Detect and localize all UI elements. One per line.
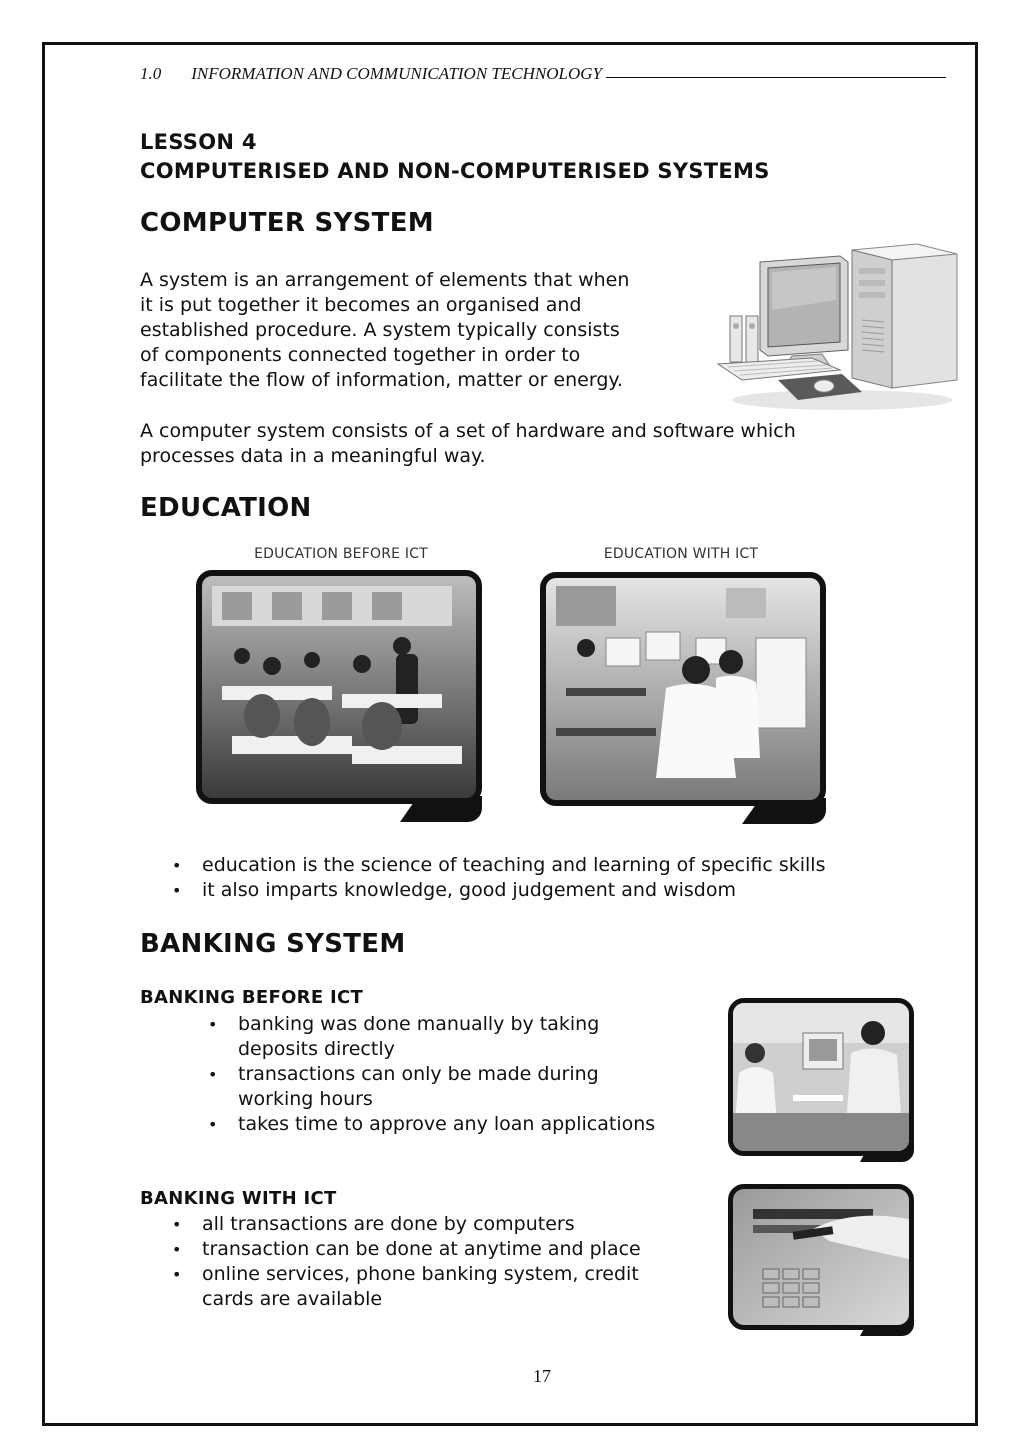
desktop-computer-illustration [712, 240, 962, 412]
list-item: • education is the science of teaching and learning of specific skills [202, 853, 922, 878]
list-item-line: • transaction can be done at anytime and place [202, 1238, 641, 1260]
list-item [238, 1062, 708, 1112]
section-title: INFORMATION AND COMMUNICATION TECHNOLOGY [191, 64, 602, 83]
banking-before-ict-heading: BANKING BEFORE ICT [140, 987, 364, 1008]
computer-system-paragraph-1 [140, 268, 700, 393]
computer-system-paragraph-2 [140, 419, 900, 469]
education-heading: EDUCATION [140, 493, 312, 523]
paragraph-line: A computer system consists of a set of hardware and software which [140, 420, 796, 442]
lesson-heading [140, 128, 770, 186]
paragraph-line: it is put together it becomes an organised and [140, 294, 582, 316]
banking-system-heading: BANKING SYSTEM [140, 929, 406, 959]
list-item-line: • takes time to approve any loan applications [238, 1113, 656, 1135]
list-item-line: deposits directly [238, 1038, 395, 1060]
list-item [238, 1112, 708, 1137]
list-item [202, 1237, 702, 1262]
education-bullet-list [202, 853, 922, 903]
list-item [238, 1012, 708, 1062]
paragraph-line: A system is an arrangement of elements that when [140, 269, 630, 291]
computer-system-heading: COMPUTER SYSTEM [140, 208, 434, 238]
list-item-line: • all transactions are done by computers [202, 1213, 575, 1235]
list-item [202, 1262, 702, 1312]
list-item-line: • transactions can only be made during [238, 1063, 599, 1085]
paragraph-line: facilitate the flow of information, matter or energy. [140, 369, 623, 391]
running-header [140, 62, 946, 86]
list-item-line: • online services, phone banking system, credit [202, 1263, 639, 1285]
section-number: 1.0 [140, 64, 162, 83]
list-item-line: working hours [238, 1088, 373, 1110]
header-rule [606, 77, 946, 78]
lesson-title: COMPUTERISED AND NON-COMPUTERISED SYSTEMS [140, 159, 770, 183]
list-item [202, 1212, 702, 1237]
banking-with-bullet-list [202, 1212, 702, 1312]
classroom-before-ict-photo [196, 570, 482, 804]
page-number: 17 [533, 1366, 551, 1386]
lesson-number: LESSON 4 [140, 130, 257, 154]
list-item-line: • banking was done manually by taking [238, 1013, 600, 1035]
education-with-caption: EDUCATION WITH ICT [603, 546, 759, 562]
paragraph-line: established procedure. A system typically consists [140, 319, 620, 341]
banking-before-bullet-list [238, 1012, 708, 1137]
bank-counter-photo [728, 998, 914, 1156]
list-item-line: cards are available [202, 1288, 383, 1310]
list-item: • it also imparts knowledge, good judgement and wisdom [202, 878, 922, 903]
paragraph-line: of components connected together in order to [140, 344, 581, 366]
banking-with-ict-heading: BANKING WITH ICT [140, 1188, 337, 1209]
education-before-caption: EDUCATION BEFORE ICT [254, 546, 428, 562]
classroom-with-ict-photo [540, 572, 826, 806]
atm-photo [728, 1184, 914, 1330]
paragraph-line: processes data in a meaningful way. [140, 445, 486, 467]
